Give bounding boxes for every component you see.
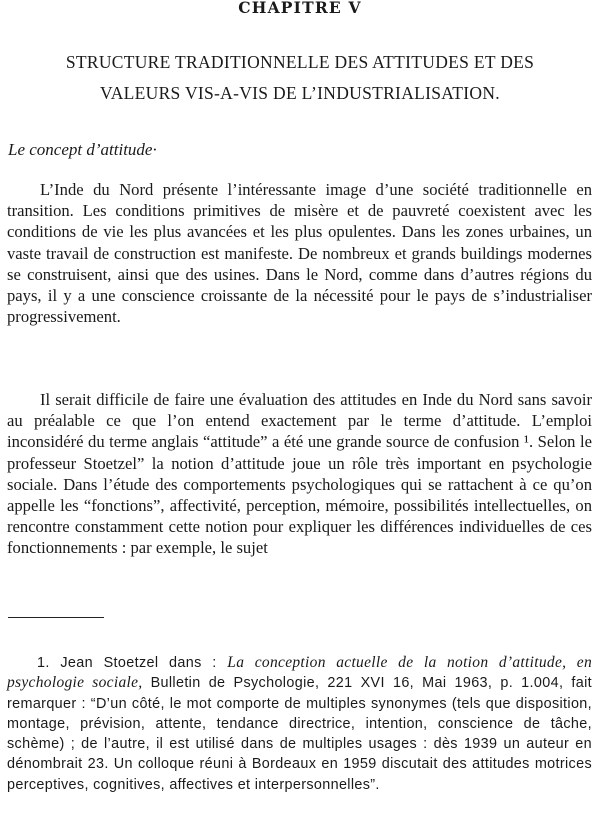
chapter-label: CHAPITRE V (238, 0, 362, 17)
chapter-title: STRUCTURE TRADITIONNELLE DES ATTITUDES ET DES VALEURS VIS-A-VIS DE L’INDUSTRIALISATION. (65, 52, 535, 103)
footnote-body: Bulletin de Psychologie, 221 XVI 16, Mai 1963, p. 1.004, fait remarquer : “D’un côté, le mot comporte de multiples synonymes (tels que disposition, montage, prévision, attente, tendance directrice, intention, conscience de tâche, schème) ; de l’autre, il est utilisé dans de multiples usages : dès 1939 un auteur en dénombrait 23. Un colloque réuni à Bordeaux en 1959 discutait des attitudes motrices perceptives, cognitives, affectives et interpersonnelles”. (7, 675, 593, 793)
footnote-separator (8, 617, 104, 618)
footnote-lead: 1. Jean Stoetzel dans : (37, 655, 228, 671)
section-heading: Le concept d’attitude· (8, 140, 157, 159)
footnote-cited-title: La conception actuelle de la notion d’attitude, en psychologie sociale, (7, 654, 592, 692)
body-paragraph-1: L’Inde du Nord présente l’intéressante image d’une société traditionnelle en transition. Les conditions primitives de misère et de pauvreté coexistent avec les conditions de vie les plus avancées et les plus opulentes. Dans les zones urbaines, un vaste travail de construction est manifeste. De nombreux et grands buildings modernes se construisent, ainsi que des usines. Dans le Nord, comme dans d’autres régions du pays, il y a une conscience croissante de la nécessité pour le pays de s’industrialiser progressivement. (7, 180, 592, 327)
body-paragraph-2: Il serait difficile de faire une évaluation des attitudes en Inde du Nord sans savoir au préalable ce que l’on entend exactement par le terme d’attitude. L’emploi inconsidéré du terme anglais “attitude” a été une grande source de confusion ¹. Selon le professeur Stoetzel” la notion d’attitude joue un rôle très important en psychologie sociale. Dans l’étude des comportements psychologiques qui se rattachent à ce qu’on appelle les “fonctions”, affectivité, perception, mémoire, possibilités intellectuelles, on rencontre constamment cette notion pour expliquer les différences individuelles de ces fonctionnements : par exemple, le sujet (7, 390, 592, 558)
footnote (7, 653, 592, 795)
